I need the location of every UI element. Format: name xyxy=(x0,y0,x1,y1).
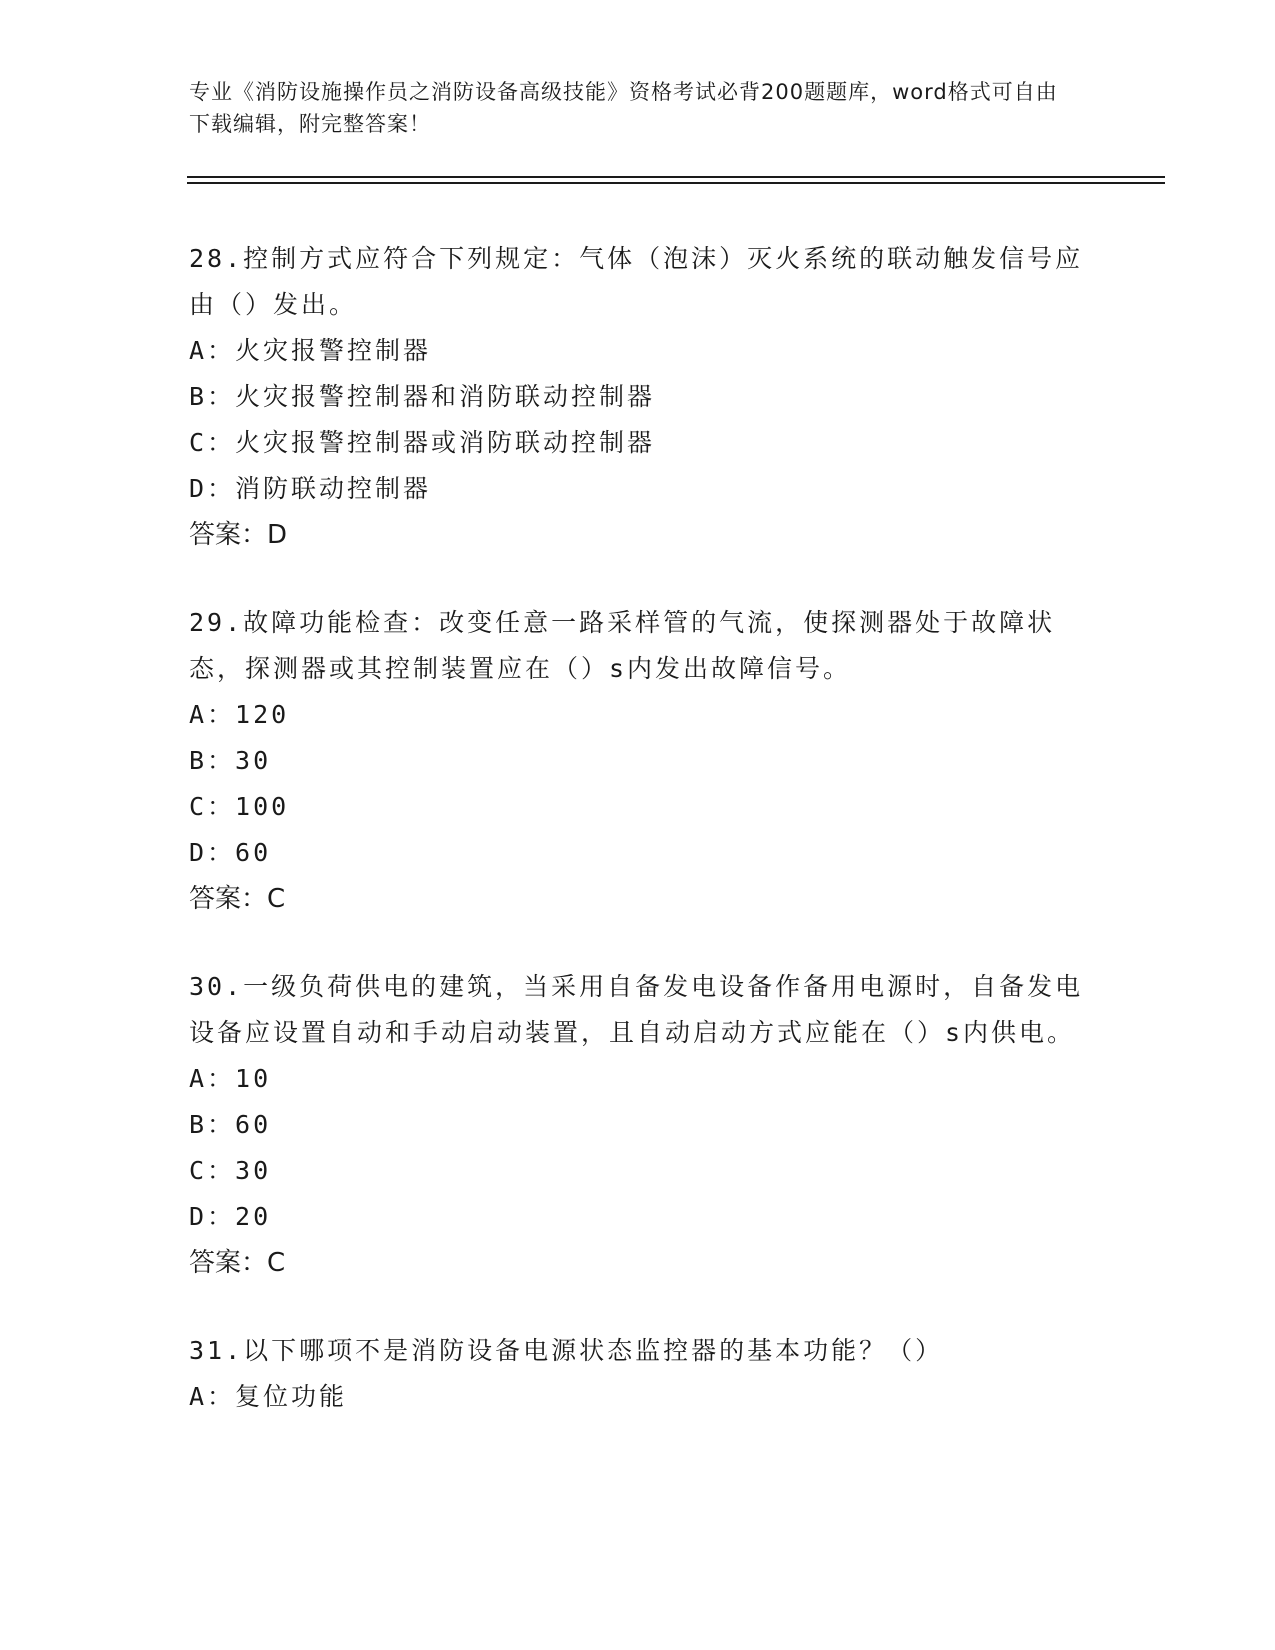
option-b: B：60 xyxy=(189,1110,272,1139)
option-b: B：火灾报警控制器和消防联动控制器 xyxy=(189,382,656,411)
header-divider-top xyxy=(187,176,1165,178)
question-stem: 30.一级负荷供电的建筑，当采用自备发电设备作备用电源时，自备发电设备应设置自动和手动启动装置，且自动启动方式应能在（）s内供电。 xyxy=(189,972,1084,1047)
option-c: C：30 xyxy=(189,1156,272,1185)
option-a: A：火灾报警控制器 xyxy=(189,336,432,365)
question-28 xyxy=(189,236,1089,558)
option-c: C：100 xyxy=(189,792,290,821)
question-29 xyxy=(189,600,1089,922)
answer: 答案：C xyxy=(189,1248,286,1278)
question-stem: 31.以下哪项不是消防设备电源状态监控器的基本功能？（） xyxy=(189,1336,944,1365)
option-a: A：复位功能 xyxy=(189,1382,348,1411)
option-d: D：20 xyxy=(189,1202,272,1231)
question-31 xyxy=(189,1328,1089,1420)
option-d: D：消防联动控制器 xyxy=(189,474,432,503)
question-30 xyxy=(189,964,1089,1286)
document-header: 专业《消防设施操作员之消防设备高级技能》资格考试必背200题题库，word格式可自由下载编辑，附完整答案！ xyxy=(189,80,1058,136)
question-stem: 28.控制方式应符合下列规定：气体（泡沫）灭火系统的联动触发信号应由（）发出。 xyxy=(189,244,1084,319)
question-stem: 29.故障功能检查：改变任意一路采样管的气流，使探测器处于故障状态，探测器或其控制装置应在（）s内发出故障信号。 xyxy=(189,608,1056,683)
answer: 答案：D xyxy=(189,520,288,550)
option-c: C：火灾报警控制器或消防联动控制器 xyxy=(189,428,656,457)
option-b: B：30 xyxy=(189,746,272,775)
option-a: A：120 xyxy=(189,700,290,729)
option-a: A：10 xyxy=(189,1064,272,1093)
question-list xyxy=(189,236,1089,1462)
header-divider-bottom xyxy=(187,182,1165,184)
answer: 答案：C xyxy=(189,884,286,914)
option-d: D：60 xyxy=(189,838,272,867)
